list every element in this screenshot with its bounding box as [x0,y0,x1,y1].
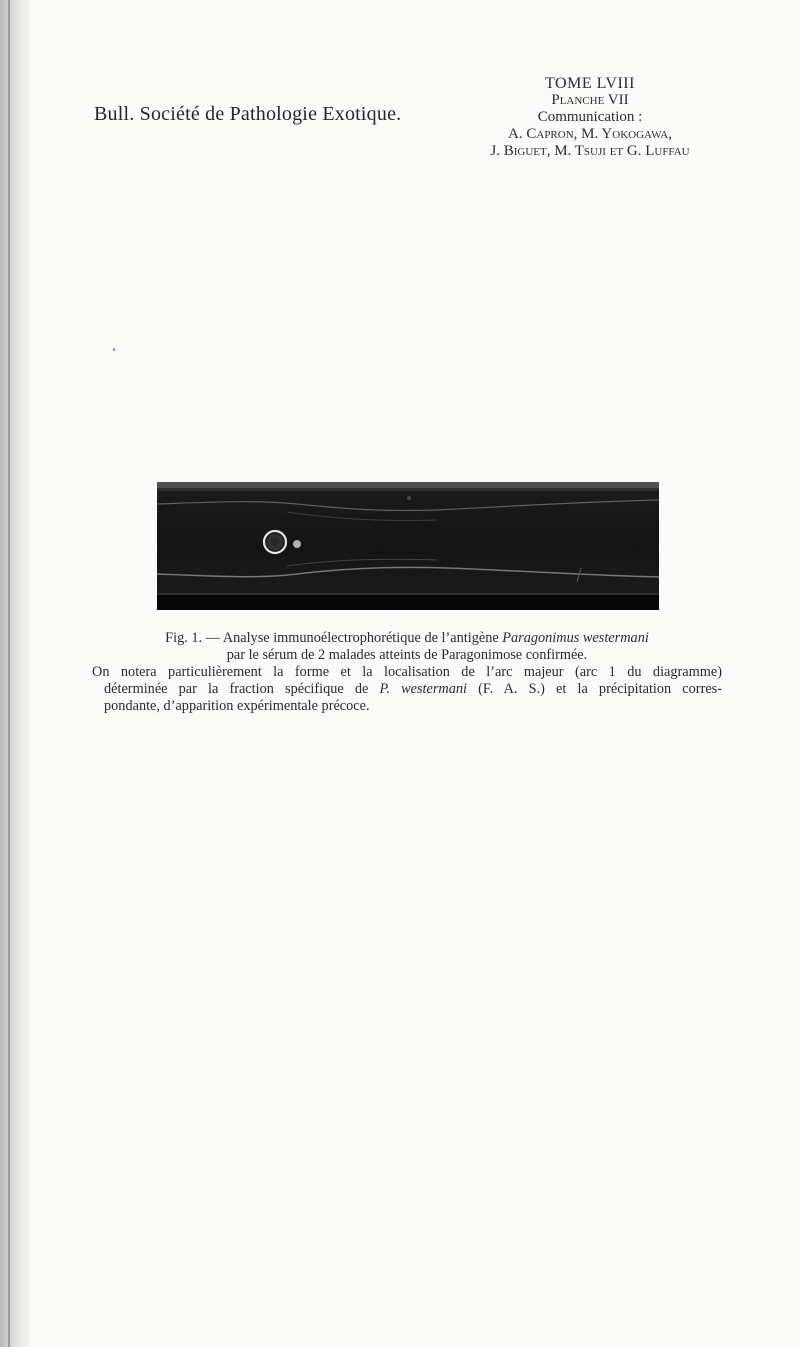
journal-title: Bull. Société de Pathologie Exotique. [94,103,402,125]
caption-species-abbrev: P. westermani [379,681,468,697]
caption-line-1 [92,630,722,647]
caption-line-4 [92,681,722,698]
authors-line-1: A. Capron, M. Yokogawa, [508,126,672,142]
authors-line-2: J. Biguet, M. Tsuji et G. Luffau [490,143,690,159]
plate-header [470,75,710,160]
tome-number: TOME LVIII [545,75,635,92]
page-binding-edge [0,0,30,1347]
immunoelectrophoresis-plate-photo [157,482,659,610]
page-speck [113,348,115,351]
caption-line-4-suffix: (F. A. S.) et la précipitation corres- [478,681,722,697]
caption-line-3: On notera particulièrement la forme et la localisation de l’arc majeur (arc 1 du diagramme) [92,664,722,680]
planche-number: Planche VII [551,92,629,108]
binding-shadow-line [8,0,10,1347]
caption-line-2: par le sérum de 2 malades atteints de Paragonimose confirmée. [226,647,588,663]
figure-caption [92,630,722,715]
caption-line-4-prefix: déterminée par la fraction spécifique de [104,681,369,697]
caption-line-1-text: Fig. 1. — Analyse immunoélectrophorétique de l’antigène [165,630,499,646]
caption-species-name: Paragonimus westermani [502,630,649,646]
caption-line-5: pondante, d’apparition expérimentale précoce. [104,698,370,714]
communication-label: Communication : [537,109,643,125]
